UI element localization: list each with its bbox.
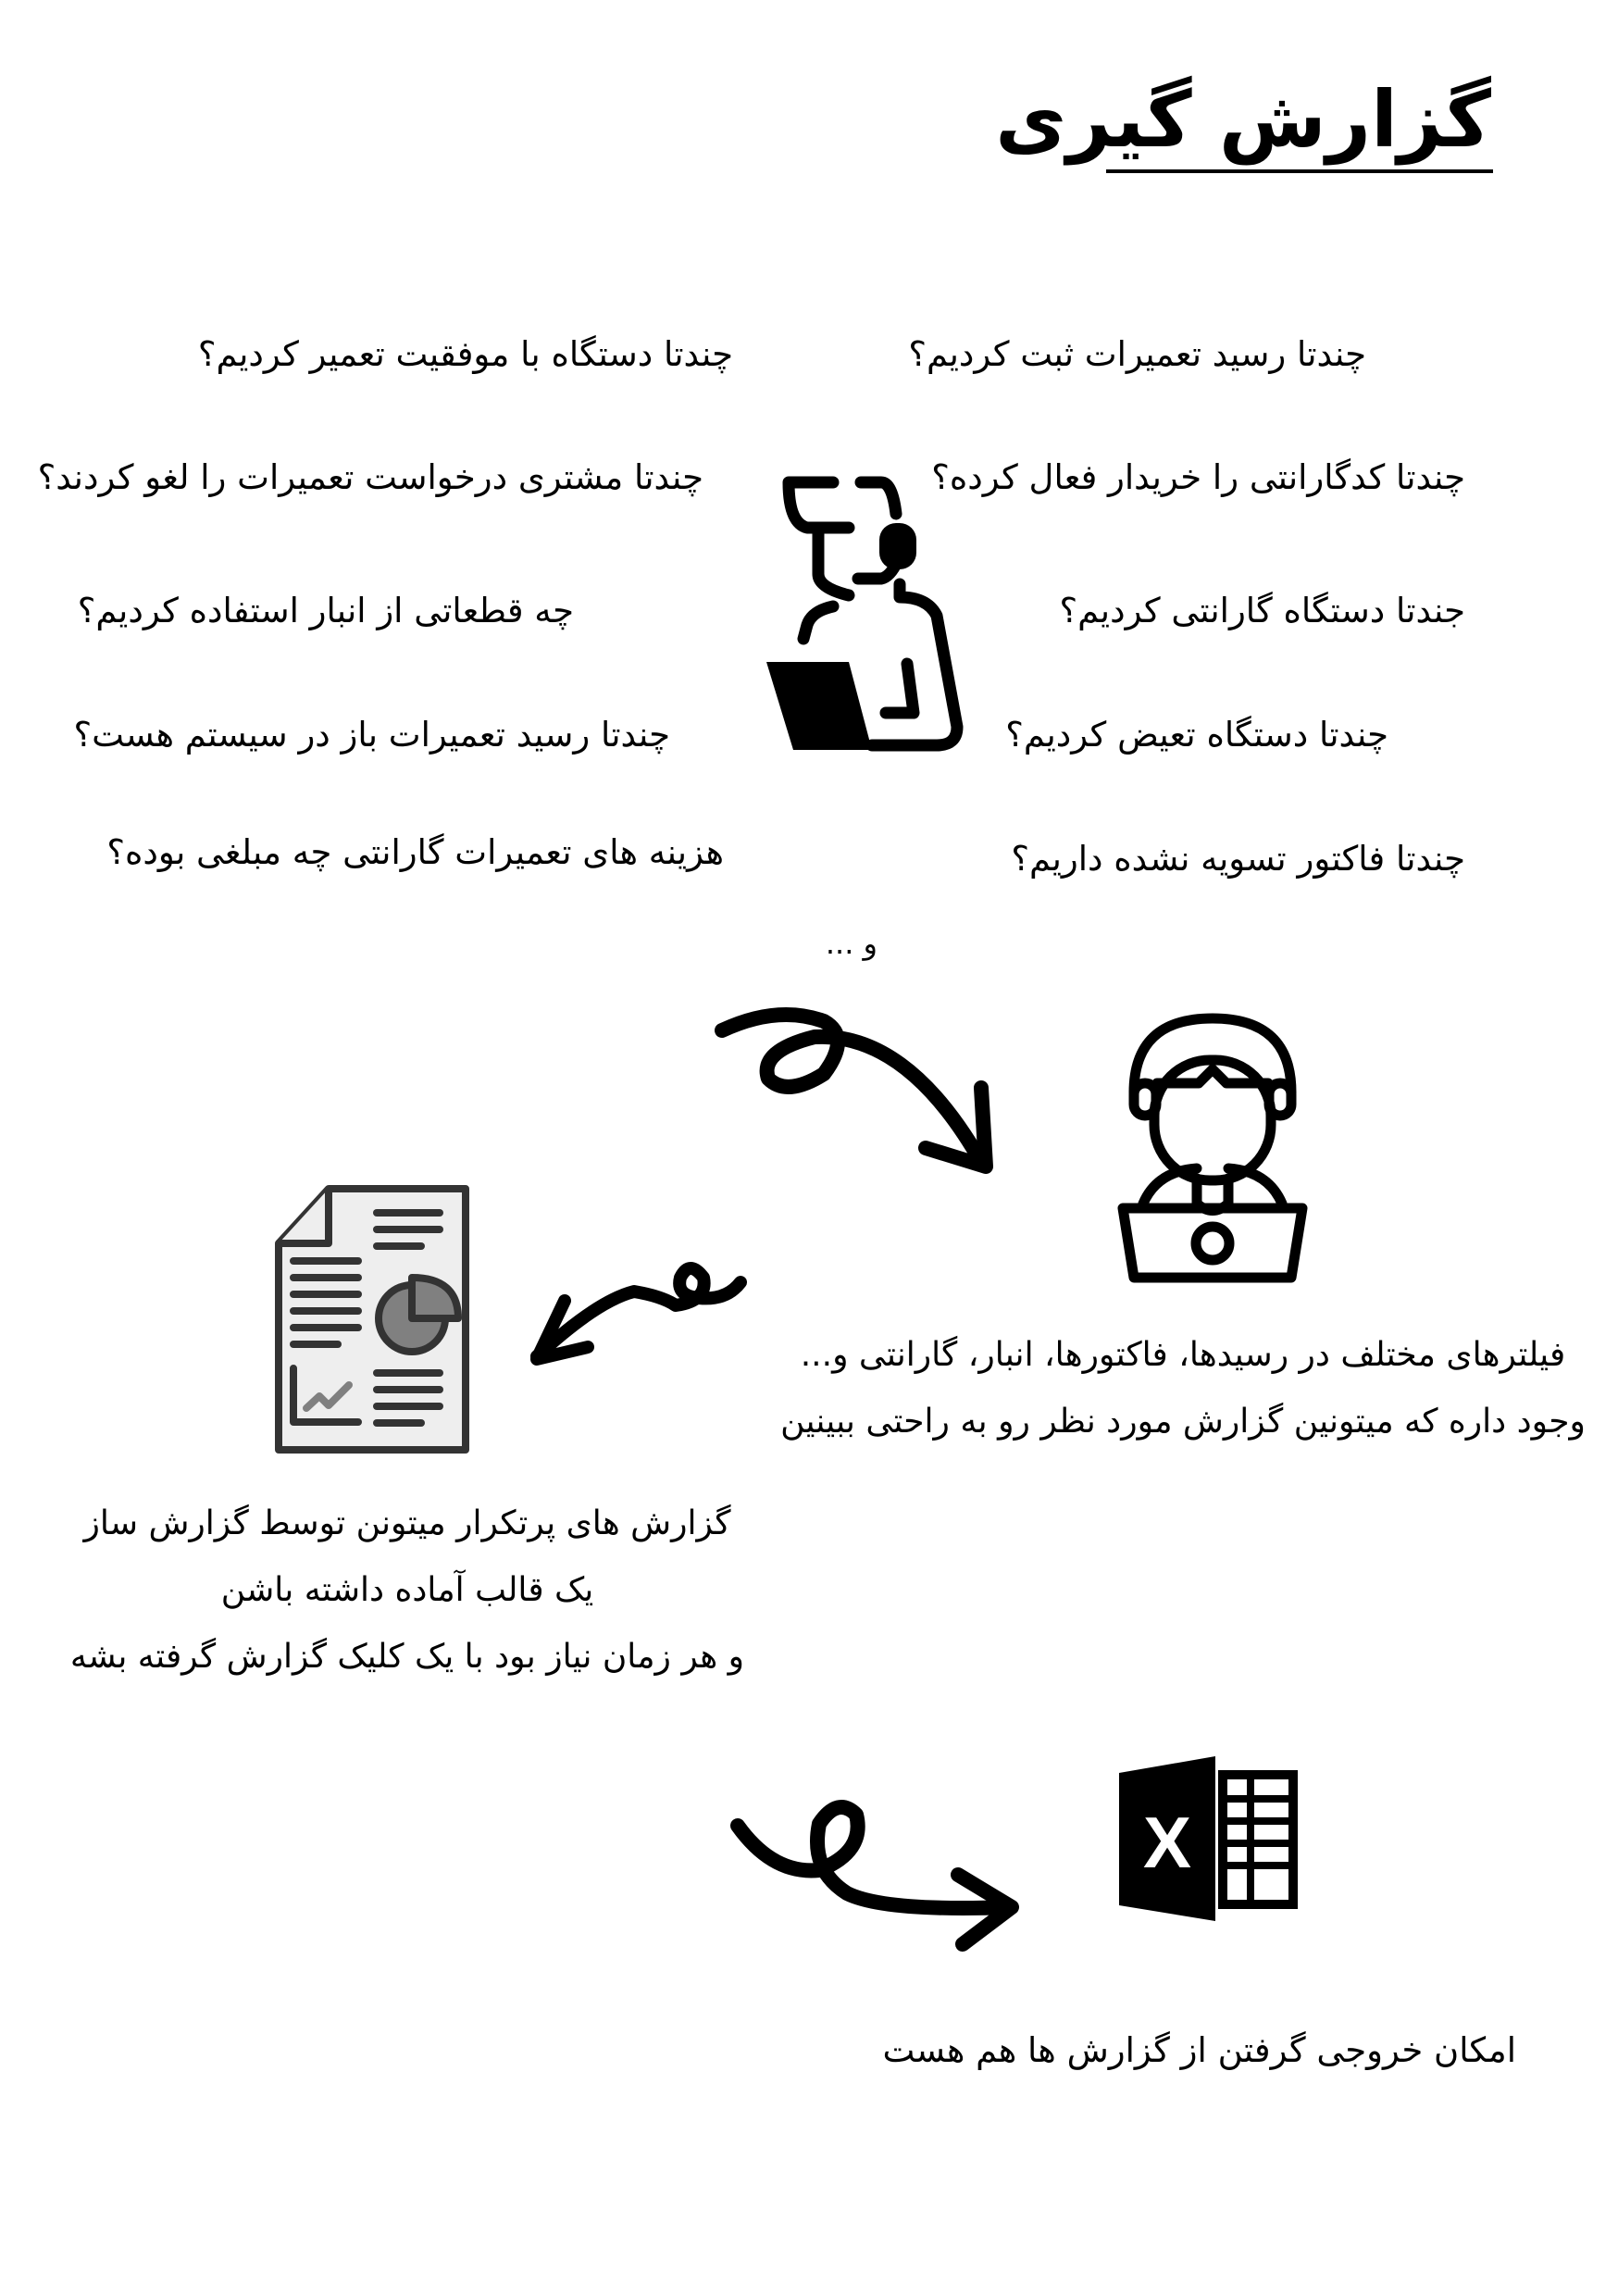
- question-right-1: چندتا رسید تعمیرات ثبت کردیم؟: [908, 334, 1366, 374]
- question-right-5: چندتا فاکتور تسویه نشده داریم؟: [1011, 839, 1465, 879]
- question-left-3: چه قطعاتی از انبار استفاده کردیم؟: [77, 591, 574, 630]
- report-builder-description: [37, 1491, 778, 1691]
- svg-text:X: X: [1142, 1802, 1192, 1883]
- filters-line-1: فیلترهای مختلف در رسیدها، فاکتورها، انبار، گارانتی و...: [800, 1336, 1566, 1374]
- export-description: امکان خروجی گرفتن از گزارش ها هم هست: [882, 2030, 1516, 2070]
- title-underline: [1106, 169, 1493, 173]
- question-left-2: چندتا مشتری درخواست تعمیرات را لغو کردند؟: [37, 457, 703, 497]
- excel-export-icon: [1115, 1754, 1301, 1926]
- support-agent-headset-icon: [752, 468, 974, 755]
- page-title: گزارش گیری: [995, 74, 1491, 165]
- laptop-user-headphones-icon: [1106, 1009, 1319, 1287]
- report-builder-line-1: گزارش های پرتکرار میتونن توسط گزارش ساز: [83, 1504, 731, 1542]
- curly-arrow-down-left-icon: [523, 1259, 754, 1379]
- question-left-1: چندتا دستگاه با موفقیت تعمیر کردیم؟: [197, 334, 733, 374]
- report-builder-line-3: و هر زمان نیاز بود با یک کلیک گزارش گرفته بشه: [69, 1638, 745, 1676]
- question-left-5: هزینه های تعمیرات گارانتی چه مبلغی بوده؟: [106, 832, 724, 872]
- question-right-4: چندتا دستگاه تعیض کردیم؟: [1005, 715, 1388, 755]
- question-left-4: چندتا رسید تعمیرات باز در سیستم هست؟: [73, 715, 670, 755]
- report-document-chart-icon: [273, 1183, 472, 1456]
- filters-line-2: وجود داره که میتونین گزارش مورد نظر رو به راحتی ببینین: [780, 1403, 1586, 1441]
- curly-arrow-right-icon: [727, 1787, 1023, 1953]
- question-right-3: جندتا دستگاه گارانتی کردیم؟: [1059, 591, 1465, 630]
- filters-description: [766, 1322, 1599, 1455]
- curly-arrow-down-right-icon: [713, 995, 1009, 1180]
- etc-label: و ...: [825, 926, 877, 961]
- question-right-2: چندتا کدگارانتی را خریدار فعال کرده؟: [931, 457, 1465, 497]
- report-builder-line-2: یک قالب آماده داشته باشن: [220, 1571, 594, 1609]
